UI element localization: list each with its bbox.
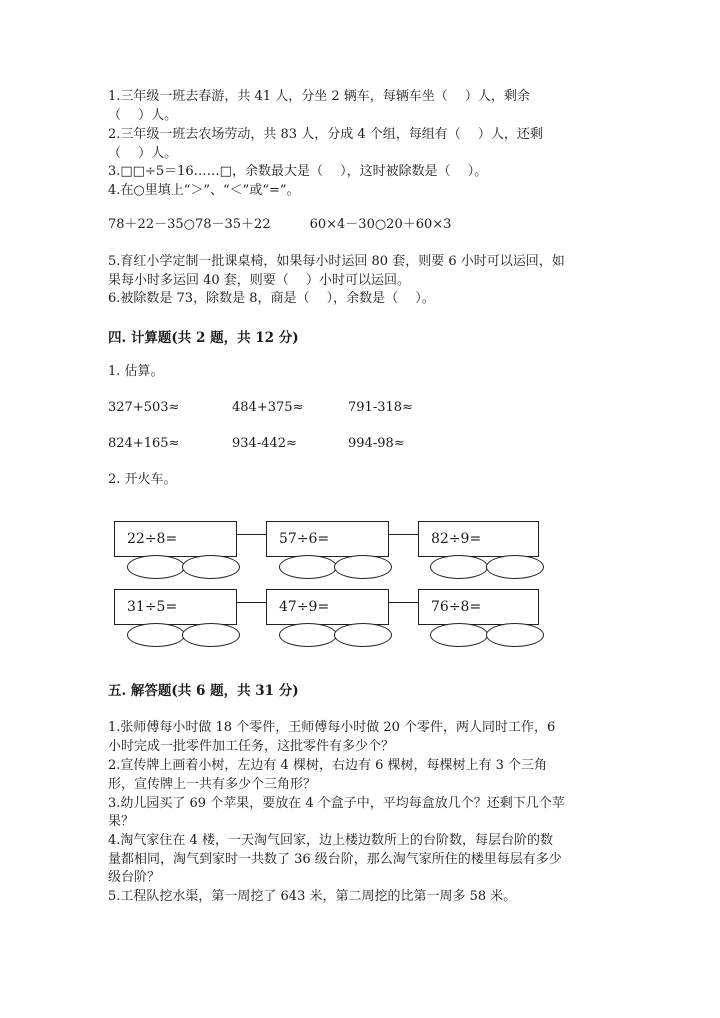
comparison-line: 78＋22－35○78－35＋22 60×4－30○20＋60×3 bbox=[108, 217, 452, 232]
train-wheel bbox=[430, 623, 488, 647]
question-line: （ ）人。 bbox=[108, 146, 178, 161]
question-line: 3.幼儿园买了 69 个苹果，要放在 4 个盒子中，平均每盒放几个？还剩下几个苹 bbox=[108, 796, 565, 811]
train-wheel bbox=[279, 623, 337, 647]
estimate-item: 484+375≈ bbox=[232, 400, 304, 415]
estimate-item: 327+503≈ bbox=[108, 400, 180, 415]
train-connector bbox=[236, 534, 266, 535]
train-wheel bbox=[127, 623, 185, 647]
question-line: 4.在○里填上“＞”、“＜”或“=”。 bbox=[108, 183, 300, 198]
estimate-item: 934-442≈ bbox=[232, 436, 297, 451]
train-wheel bbox=[334, 623, 392, 647]
train-connector bbox=[236, 602, 266, 603]
train-car bbox=[114, 521, 237, 557]
train-wheel bbox=[334, 555, 392, 579]
train-wheel bbox=[486, 555, 544, 579]
question-line: 6.被除数是 73，除数是 8，商是（ ），余数是（ ）。 bbox=[108, 291, 435, 306]
question-line: 5.育红小学定制一批课桌椅，如果每小时运回 80 套，则要 6 小时可以运回，如 bbox=[108, 254, 565, 269]
estimate-item: 994-98≈ bbox=[348, 436, 405, 451]
section-heading: 四. 计算题(共 2 题，共 12 分) bbox=[108, 330, 299, 346]
question-line: 量都相同，淘气到家时一共数了 36 级台阶，那么淘气家所住的楼里每层有多少 bbox=[108, 852, 562, 867]
train-expression: 57÷6= bbox=[279, 531, 330, 547]
question-line: （ ）人。 bbox=[108, 108, 178, 123]
question-line: 2.三年级一班去农场劳动，共 83 人，分成 4 个组，每组有（ ）人，还剩 bbox=[108, 127, 543, 142]
train-expression: 22÷8= bbox=[127, 531, 178, 547]
train-wheel bbox=[182, 555, 240, 579]
question-line: 级台阶？ bbox=[108, 870, 161, 885]
estimate-item: 824+165≈ bbox=[108, 436, 180, 451]
train-car bbox=[418, 589, 539, 625]
estimate-item: 791-318≈ bbox=[348, 400, 413, 415]
train-connector bbox=[388, 534, 418, 535]
question-line: 2.宣传牌上画着小树，左边有 4 棵树，右边有 6 棵树，每棵树上有 3 个三角 bbox=[108, 758, 548, 773]
train-wheel bbox=[430, 555, 488, 579]
section-heading: 五. 解答题(共 6 题，共 31 分) bbox=[108, 683, 299, 699]
question-line: 3.□□÷5＝16……□，余数最大是（ ），这时被除数是（ ）。 bbox=[108, 164, 488, 179]
train-expression: 76÷8= bbox=[431, 599, 482, 615]
train-wheel bbox=[279, 555, 337, 579]
question-line: 形，宣传牌上一共有多少个三角形？ bbox=[108, 777, 317, 792]
train-expression: 31÷5= bbox=[127, 599, 178, 615]
question-line: 4.淘气家住在 4 楼，一天淘气回家，边上楼边数所上的台阶数，每层台阶的数 bbox=[108, 833, 553, 848]
train-car bbox=[418, 521, 539, 557]
train-wheel bbox=[486, 623, 544, 647]
question-line: 果每小时多运回 40 套，则要（ ）小时可以运回。 bbox=[108, 273, 410, 288]
train-wheel bbox=[182, 623, 240, 647]
question-line: 小时完成一批零件加工任务，这批零件有多少个？ bbox=[108, 739, 395, 754]
question-line: 1.三年级一班去春游，共 41 人，分坐 2 辆车，每辆车坐（ ）人，剩余 bbox=[108, 89, 530, 104]
question-line: 1.张师傅每小时做 18 个零件，王师傅每小时做 20 个零件，两人同时工作，6 bbox=[108, 720, 556, 735]
train-connector bbox=[388, 602, 418, 603]
train-car bbox=[266, 521, 389, 557]
train-wheel bbox=[127, 555, 185, 579]
question-line: 果？ bbox=[108, 814, 135, 829]
question-label: 1. 估算。 bbox=[108, 364, 164, 379]
train-expression: 82÷9= bbox=[431, 531, 482, 547]
train-car bbox=[114, 589, 237, 625]
train-expression: 47÷9= bbox=[279, 599, 330, 615]
question-label: 2. 开火车。 bbox=[108, 472, 177, 487]
question-line: 5.工程队挖水渠，第一周挖了 643 米，第二周挖的比第一周多 58 米。 bbox=[108, 889, 517, 904]
train-car bbox=[266, 589, 389, 625]
